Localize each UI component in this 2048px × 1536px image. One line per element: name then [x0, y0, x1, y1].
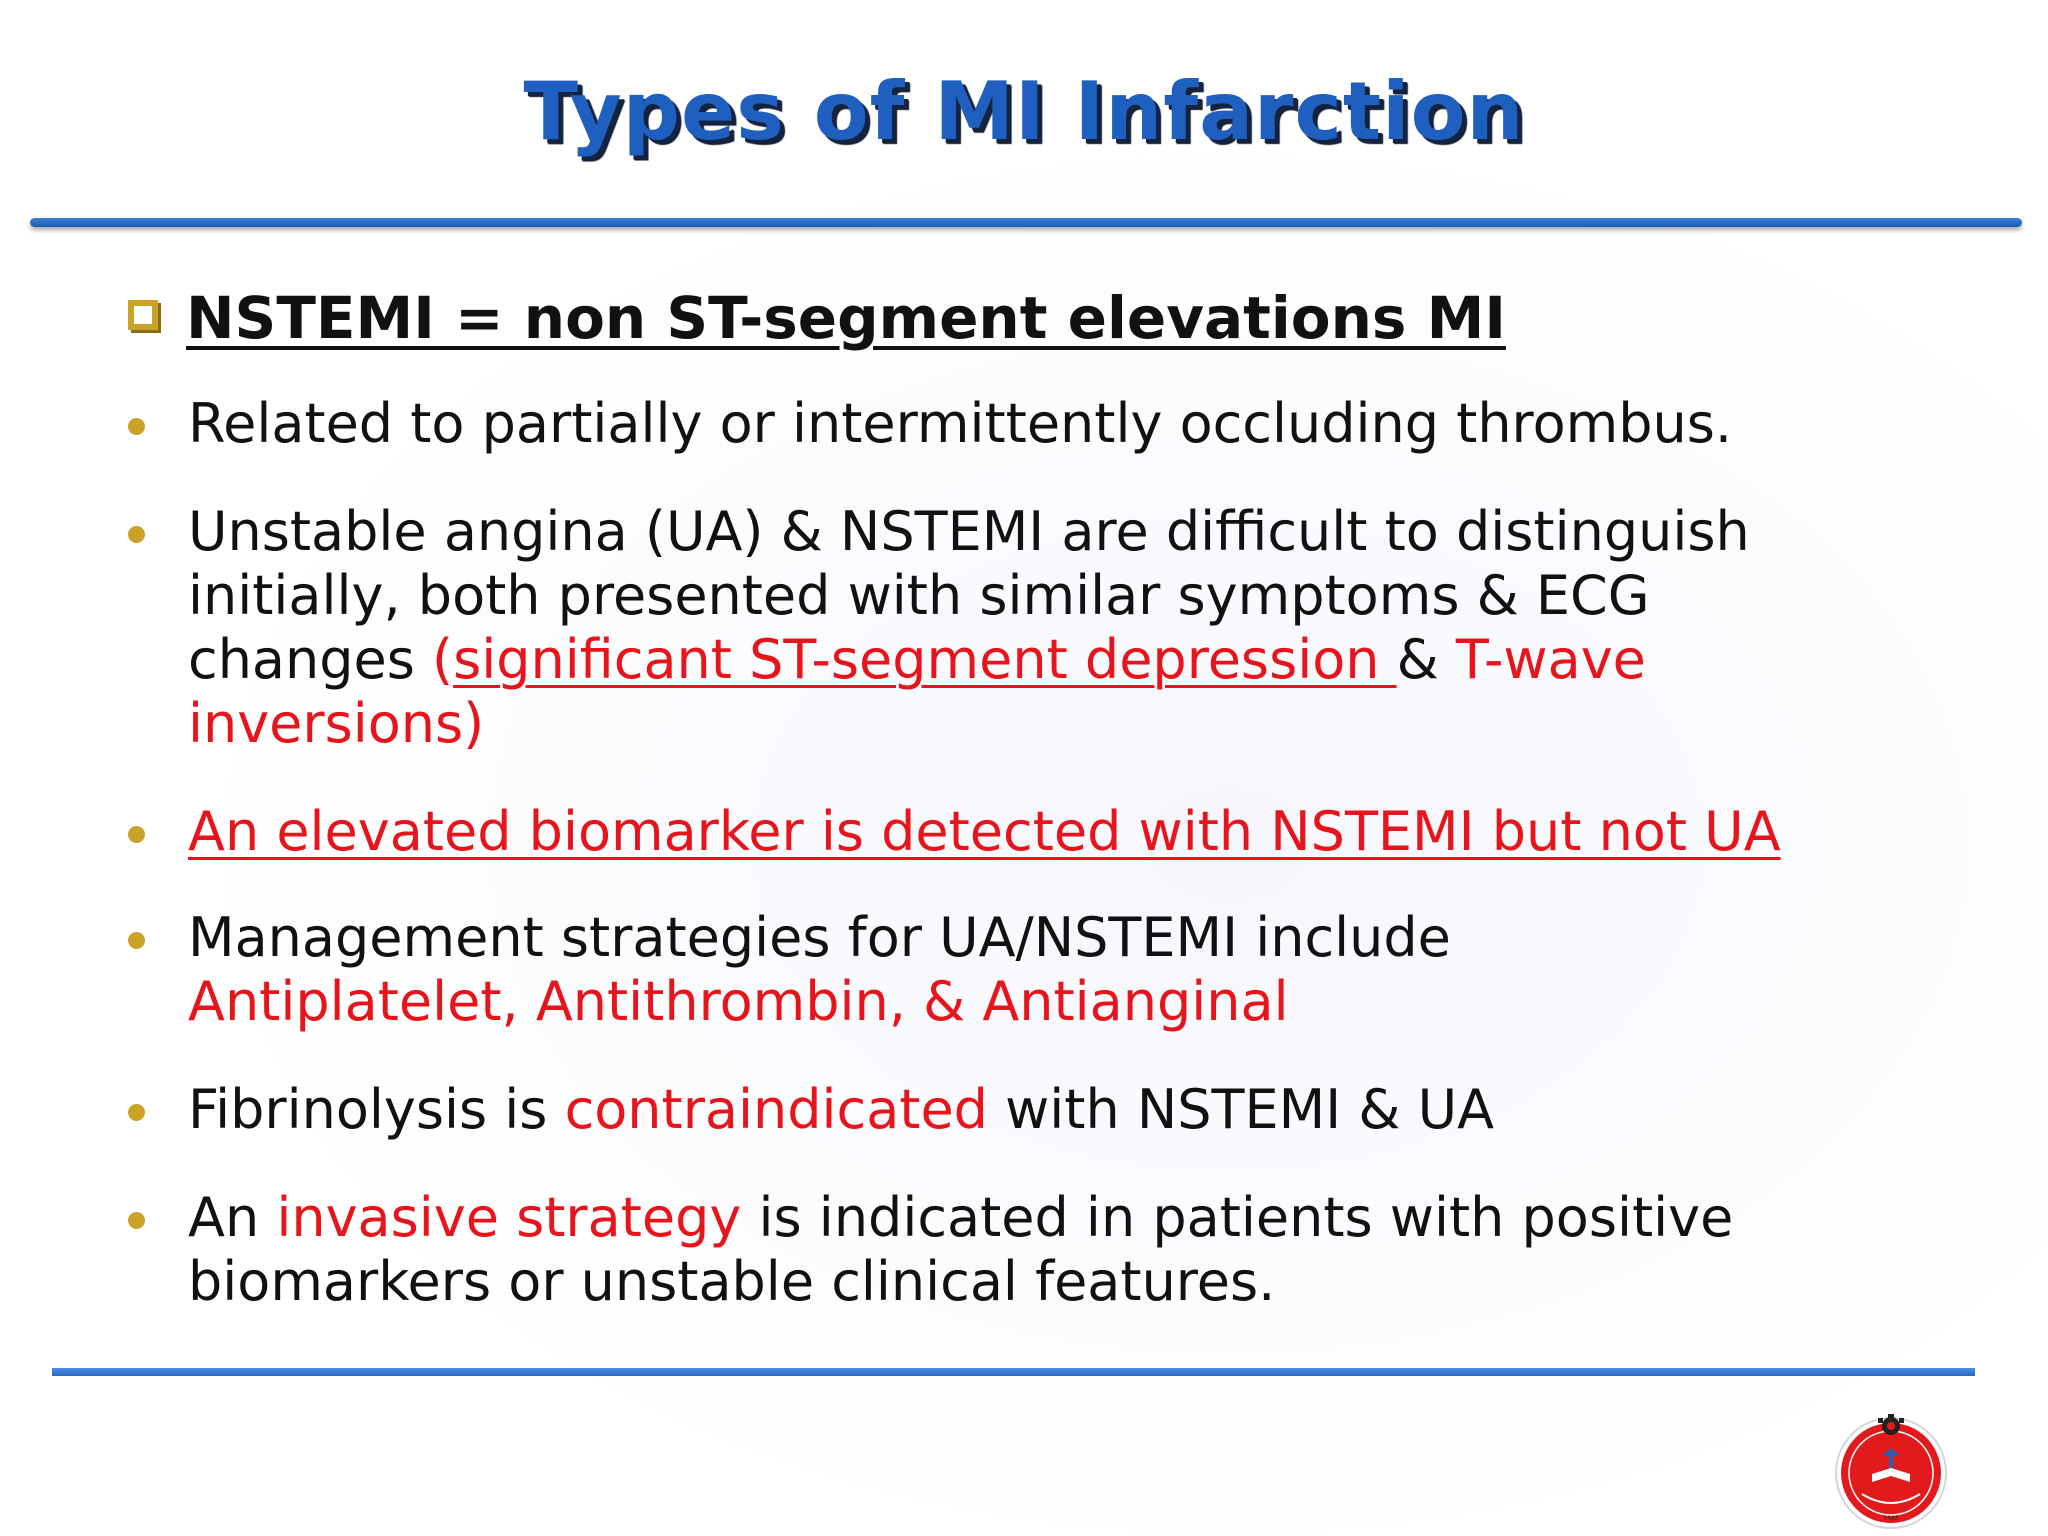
bullet-text [188, 392, 1988, 456]
bullet-6-start: An [188, 1186, 277, 1249]
bullet-5-contraindicated: contraindicated [564, 1078, 988, 1141]
university-seal-logo-icon [1832, 1412, 1950, 1530]
bullet-4-line-1: Management strategies for UA/NSTEMI include [188, 906, 1451, 969]
section-heading-text: NSTEMI = non ST-segment elevations MI [186, 284, 1506, 352]
bullet-6-invasive-strategy: invasive strategy [276, 1186, 742, 1249]
bullet-6-end: is indicated in patients with positive [741, 1186, 1734, 1249]
bullet-3-text: An elevated biomarker is detected with NSTEMI but not UA [188, 800, 1781, 863]
bullet-dot-icon [128, 932, 145, 949]
bullet-2-ampersand: & [1396, 628, 1456, 691]
bullet-dot-icon [128, 826, 145, 843]
bullet-2-line-3 [188, 628, 1988, 692]
slide-title: Types of MI Infarction [523, 65, 1525, 158]
title-divider [30, 218, 2022, 227]
bullet-2-line-2: initially, both presented with similar symptoms & ECG [188, 564, 1650, 627]
bullet-dot-icon [128, 526, 145, 543]
bullet-5-end: with NSTEMI & UA [987, 1078, 1495, 1141]
bullet-5-start: Fibrinolysis is [188, 1078, 565, 1141]
bullet-6-line-1 [188, 1186, 1988, 1250]
bullet-2-line-1: Unstable angina (UA) & NSTEMI are difficult to distinguish [188, 500, 1750, 563]
bullet-2-st-depression: significant ST-segment depression [453, 628, 1397, 691]
bullet-1-text: Related to partially or intermittently occluding thrombus. [188, 392, 1733, 455]
bullet-text [188, 500, 1988, 756]
bullet-text [188, 800, 1988, 864]
bullet-6-line-2: biomarkers or unstable clinical features. [188, 1250, 1276, 1313]
bullet-dot-icon [128, 418, 145, 435]
bullet-2-line-4: inversions) [188, 692, 485, 755]
bullet-2-line-3-start: changes [188, 628, 433, 691]
bullet-2-open-paren: ( [432, 628, 454, 691]
bullet-2-t-wave: T-wave [1455, 628, 1646, 691]
svg-text:١٩٨٨: ١٩٨٨ [1883, 1514, 1899, 1522]
bullet-dot-icon [128, 1212, 145, 1229]
bullet-text [188, 1078, 1988, 1142]
bullet-text [188, 1186, 1988, 1314]
bullet-dot-icon [128, 1104, 145, 1121]
square-bullet-icon [128, 300, 158, 330]
bullet-text [188, 906, 1988, 1034]
bullet-4-line-2: Antiplatelet, Antithrombin, & Antianginal [188, 970, 1289, 1033]
footer-divider [52, 1368, 1975, 1376]
